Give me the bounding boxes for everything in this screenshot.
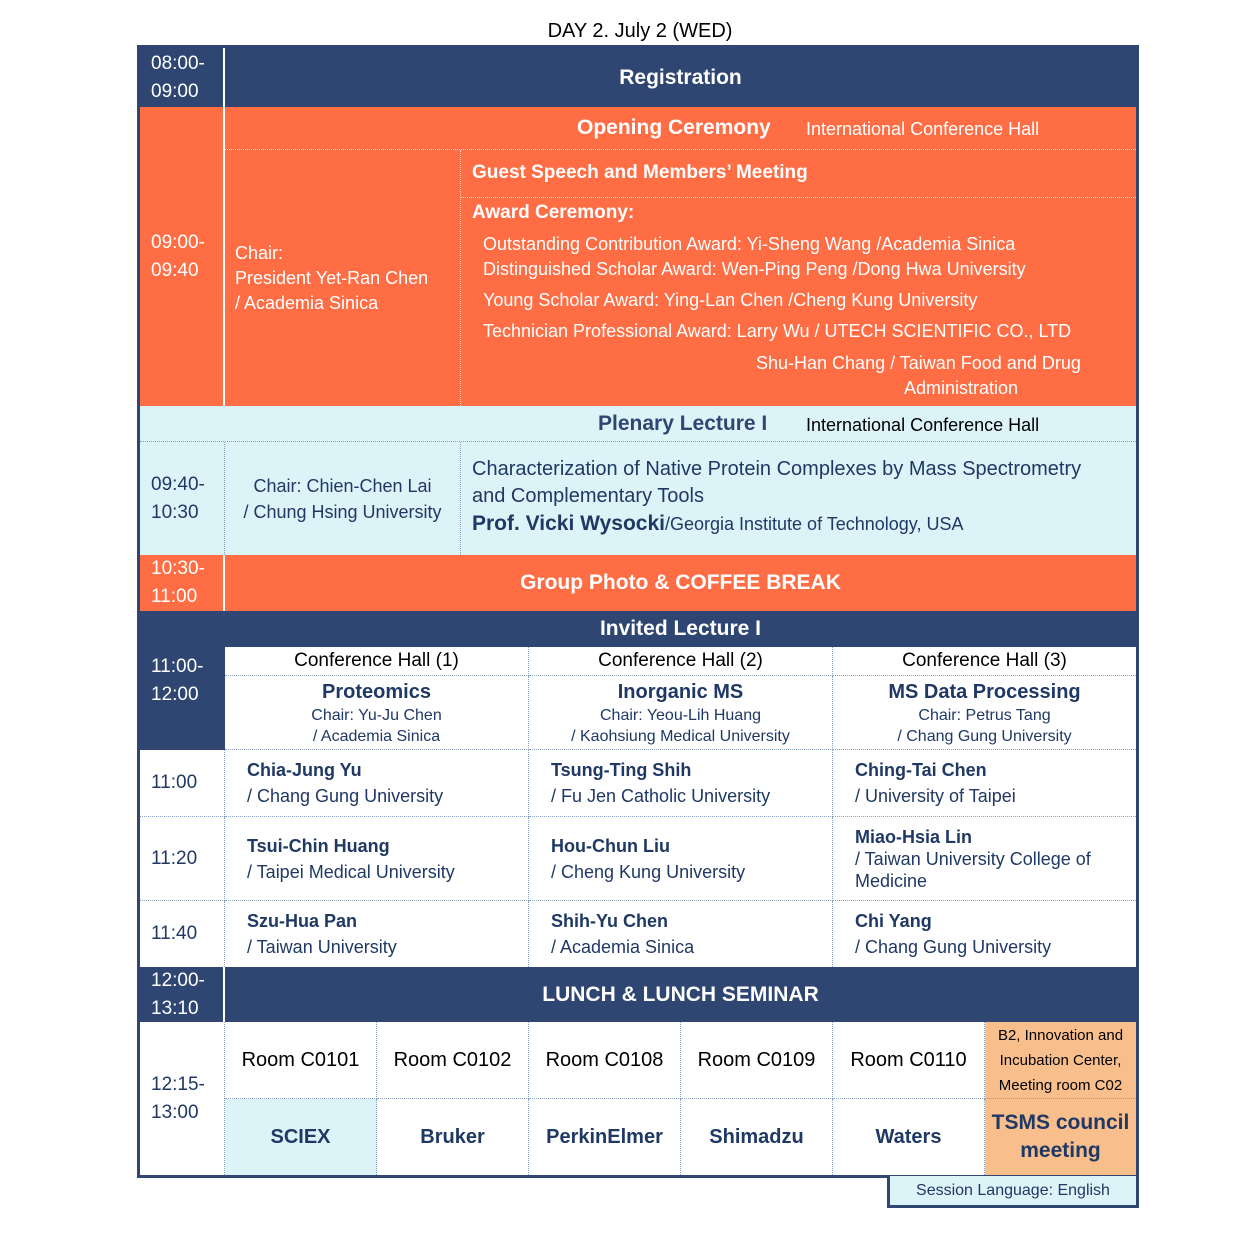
hall-session: [529, 676, 833, 750]
break-time: [140, 555, 225, 611]
time-end: 13:10: [151, 997, 199, 1019]
speaker-name: Chi Yang: [855, 911, 932, 931]
speaker-affiliation: / Taiwan University: [247, 937, 397, 957]
hall-room: Conference Hall (3): [833, 647, 1136, 676]
speaker-name: Chia-Jung Yu: [247, 760, 362, 780]
talk-cell: [225, 817, 529, 901]
session-topic: Proteomics: [322, 680, 431, 703]
talk-cell: [529, 750, 833, 817]
seminar-room: Room C0108: [529, 1022, 681, 1099]
plenary-title: Plenary Lecture I: [598, 412, 768, 435]
page-title: DAY 2. July 2 (WED): [547, 19, 733, 42]
session-chair: Chair: Yu-Ju Chen: [311, 706, 442, 724]
time-start: 12:00-: [151, 969, 205, 991]
award-item: Distinguished Scholar Award: Wen-Ping Peng /Dong Hwa University: [483, 259, 1026, 279]
time-start: 09:40-: [151, 473, 205, 495]
session-language: Session Language: English: [887, 1176, 1139, 1208]
seminar-room: Room C0101: [225, 1022, 377, 1099]
plenary-chair: [225, 442, 461, 555]
slot-time: 11:00: [140, 750, 225, 817]
plenary-header: [140, 406, 1136, 442]
hall-session: [225, 676, 529, 750]
time-end: 11:00: [151, 586, 198, 607]
time-end: 09:40: [151, 259, 199, 281]
chair-affiliation: / Academia Sinica: [235, 293, 379, 313]
speaker-affiliation: Medicine: [855, 870, 928, 891]
time-start: 09:00-: [151, 231, 205, 253]
award-item: Shu-Han Chang / Taiwan Food and Drug: [756, 353, 1081, 373]
special-room-line: Meeting room C02: [998, 1076, 1123, 1094]
session-chair: Chair: Yeou-Lih Huang: [599, 706, 761, 724]
time-end: 13:00: [151, 1101, 199, 1123]
speaker-name: Miao-Hsia Lin: [855, 826, 973, 847]
talk-cell: [225, 901, 529, 967]
special-room: [985, 1022, 1136, 1099]
hall-room: Conference Hall (1): [225, 647, 529, 676]
hall-room: Conference Hall (2): [529, 647, 833, 676]
speaker-affiliation: / Taipei Medical University: [247, 861, 455, 882]
award-item: Administration: [904, 378, 1019, 398]
chair-name: Chair: Chien-Chen Lai: [253, 475, 432, 496]
speaker-affiliation: / University of Taipei: [855, 786, 1016, 806]
invited-title: Invited Lecture I: [225, 611, 1136, 647]
award-item: Outstanding Contribution Award: Yi-Sheng Wang /Academia Sinica: [483, 234, 1016, 254]
seminar-sponsor: Bruker: [377, 1099, 529, 1175]
special-event: [985, 1099, 1136, 1175]
invited-time: [140, 611, 225, 750]
talk-cell: [833, 750, 1136, 817]
speaker-name: Szu-Hua Pan: [247, 911, 358, 931]
seminar-time: [140, 1022, 225, 1175]
time-start: 08:00-: [151, 52, 205, 74]
talk-cell: [833, 817, 1136, 901]
time-start: 10:30-: [151, 558, 205, 579]
opening-time: [140, 107, 225, 406]
talk-cell: [529, 901, 833, 967]
speaker-name: Shih-Yu Chen: [551, 911, 668, 931]
session-chair-affiliation: / Academia Sinica: [312, 727, 441, 745]
session-chair-affiliation: / Chang Gung University: [897, 727, 1072, 745]
chair-label: Chair:: [235, 243, 284, 263]
speaker-affiliation: / Cheng Kung University: [551, 861, 746, 882]
plenary-talk: [461, 442, 1136, 555]
speaker-affiliation: / Chang Gung University: [855, 937, 1052, 957]
talk-title: and Complementary Tools: [472, 485, 704, 507]
break-label: Group Photo & COFFEE BREAK: [225, 555, 1136, 611]
time-end: 12:00: [151, 683, 199, 705]
speaker-name: Hou-Chun Liu: [551, 835, 670, 856]
speaker-name: Tsui-Chin Huang: [247, 835, 390, 856]
special-room-line: B2, Innovation and: [997, 1026, 1124, 1044]
seminar-sponsor: SCIEX: [225, 1099, 377, 1175]
opening-header: [225, 107, 1136, 150]
speaker-affiliation: / Academia Sinica: [551, 937, 695, 957]
opening-title: Opening Ceremony: [577, 116, 771, 139]
special-event-line: TSMS council: [991, 1111, 1130, 1134]
speaker-affiliation: / Taiwan University College of: [855, 848, 1091, 869]
plenary-time: [140, 442, 225, 555]
time-start: 11:00-: [151, 655, 204, 677]
speaker-name: Tsung-Ting Shih: [551, 760, 692, 780]
seminar-room: Room C0109: [681, 1022, 833, 1099]
guest-speech: Guest Speech and Members’ Meeting: [461, 150, 1136, 198]
talk-cell: [225, 750, 529, 817]
special-event-line: meeting: [1020, 1139, 1101, 1162]
speaker-name: Prof. Vicki Wysocki: [472, 512, 665, 535]
plenary-venue: International Conference Hall: [806, 415, 1040, 435]
opening-chair: [225, 150, 461, 406]
chair-affiliation: / Chung Hsing University: [243, 501, 442, 522]
registration-label: Registration: [225, 48, 1136, 107]
award-item: Young Scholar Award: Ying-Lan Chen /Cheng Kung University: [483, 290, 978, 310]
seminar-room: Room C0110: [833, 1022, 985, 1099]
award-item: Technician Professional Award: Larry Wu / UTECH SCIENTIFIC CO., LTD: [483, 321, 1072, 341]
seminar-room: Room C0102: [377, 1022, 529, 1099]
session-chair: Chair: Petrus Tang: [918, 706, 1051, 724]
speaker-affiliation: / Fu Jen Catholic University: [551, 786, 771, 806]
session-chair-affiliation: / Kaohsiung Medical University: [571, 727, 790, 745]
seminar-sponsor: PerkinElmer: [529, 1099, 681, 1175]
award-ceremony: [461, 198, 1136, 406]
seminar-sponsor: Waters: [833, 1099, 985, 1175]
hall-session: [833, 676, 1136, 750]
time-end: 09:00: [151, 80, 199, 102]
session-topic: MS Data Processing: [888, 680, 1081, 703]
lunch-time: [140, 967, 225, 1022]
registration-time: [140, 48, 225, 107]
special-room-line: Incubation Center,: [999, 1051, 1122, 1069]
speaker-affiliation: /Georgia Institute of Technology, USA: [664, 514, 964, 534]
slot-time: 11:40: [140, 901, 225, 967]
speaker-affiliation: / Chang Gung University: [247, 786, 444, 806]
talk-cell: [833, 901, 1136, 967]
session-topic: Inorganic MS: [617, 680, 744, 703]
slot-time: 11:20: [140, 817, 225, 901]
speaker-name: Ching-Tai Chen: [855, 760, 987, 780]
talk-cell: [529, 817, 833, 901]
chair-name: President Yet-Ran Chen: [235, 268, 429, 288]
lunch-label: LUNCH & LUNCH SEMINAR: [225, 967, 1136, 1022]
award-title: Award Ceremony:: [472, 202, 635, 223]
opening-venue: International Conference Hall: [806, 119, 1040, 139]
speaker-line: [472, 510, 1136, 538]
time-end: 10:30: [151, 501, 199, 523]
seminar-sponsor: Shimadzu: [681, 1099, 833, 1175]
time-start: 12:15-: [151, 1073, 205, 1095]
talk-title: Characterization of Native Protein Complexes by Mass Spectrometry: [472, 458, 1082, 480]
